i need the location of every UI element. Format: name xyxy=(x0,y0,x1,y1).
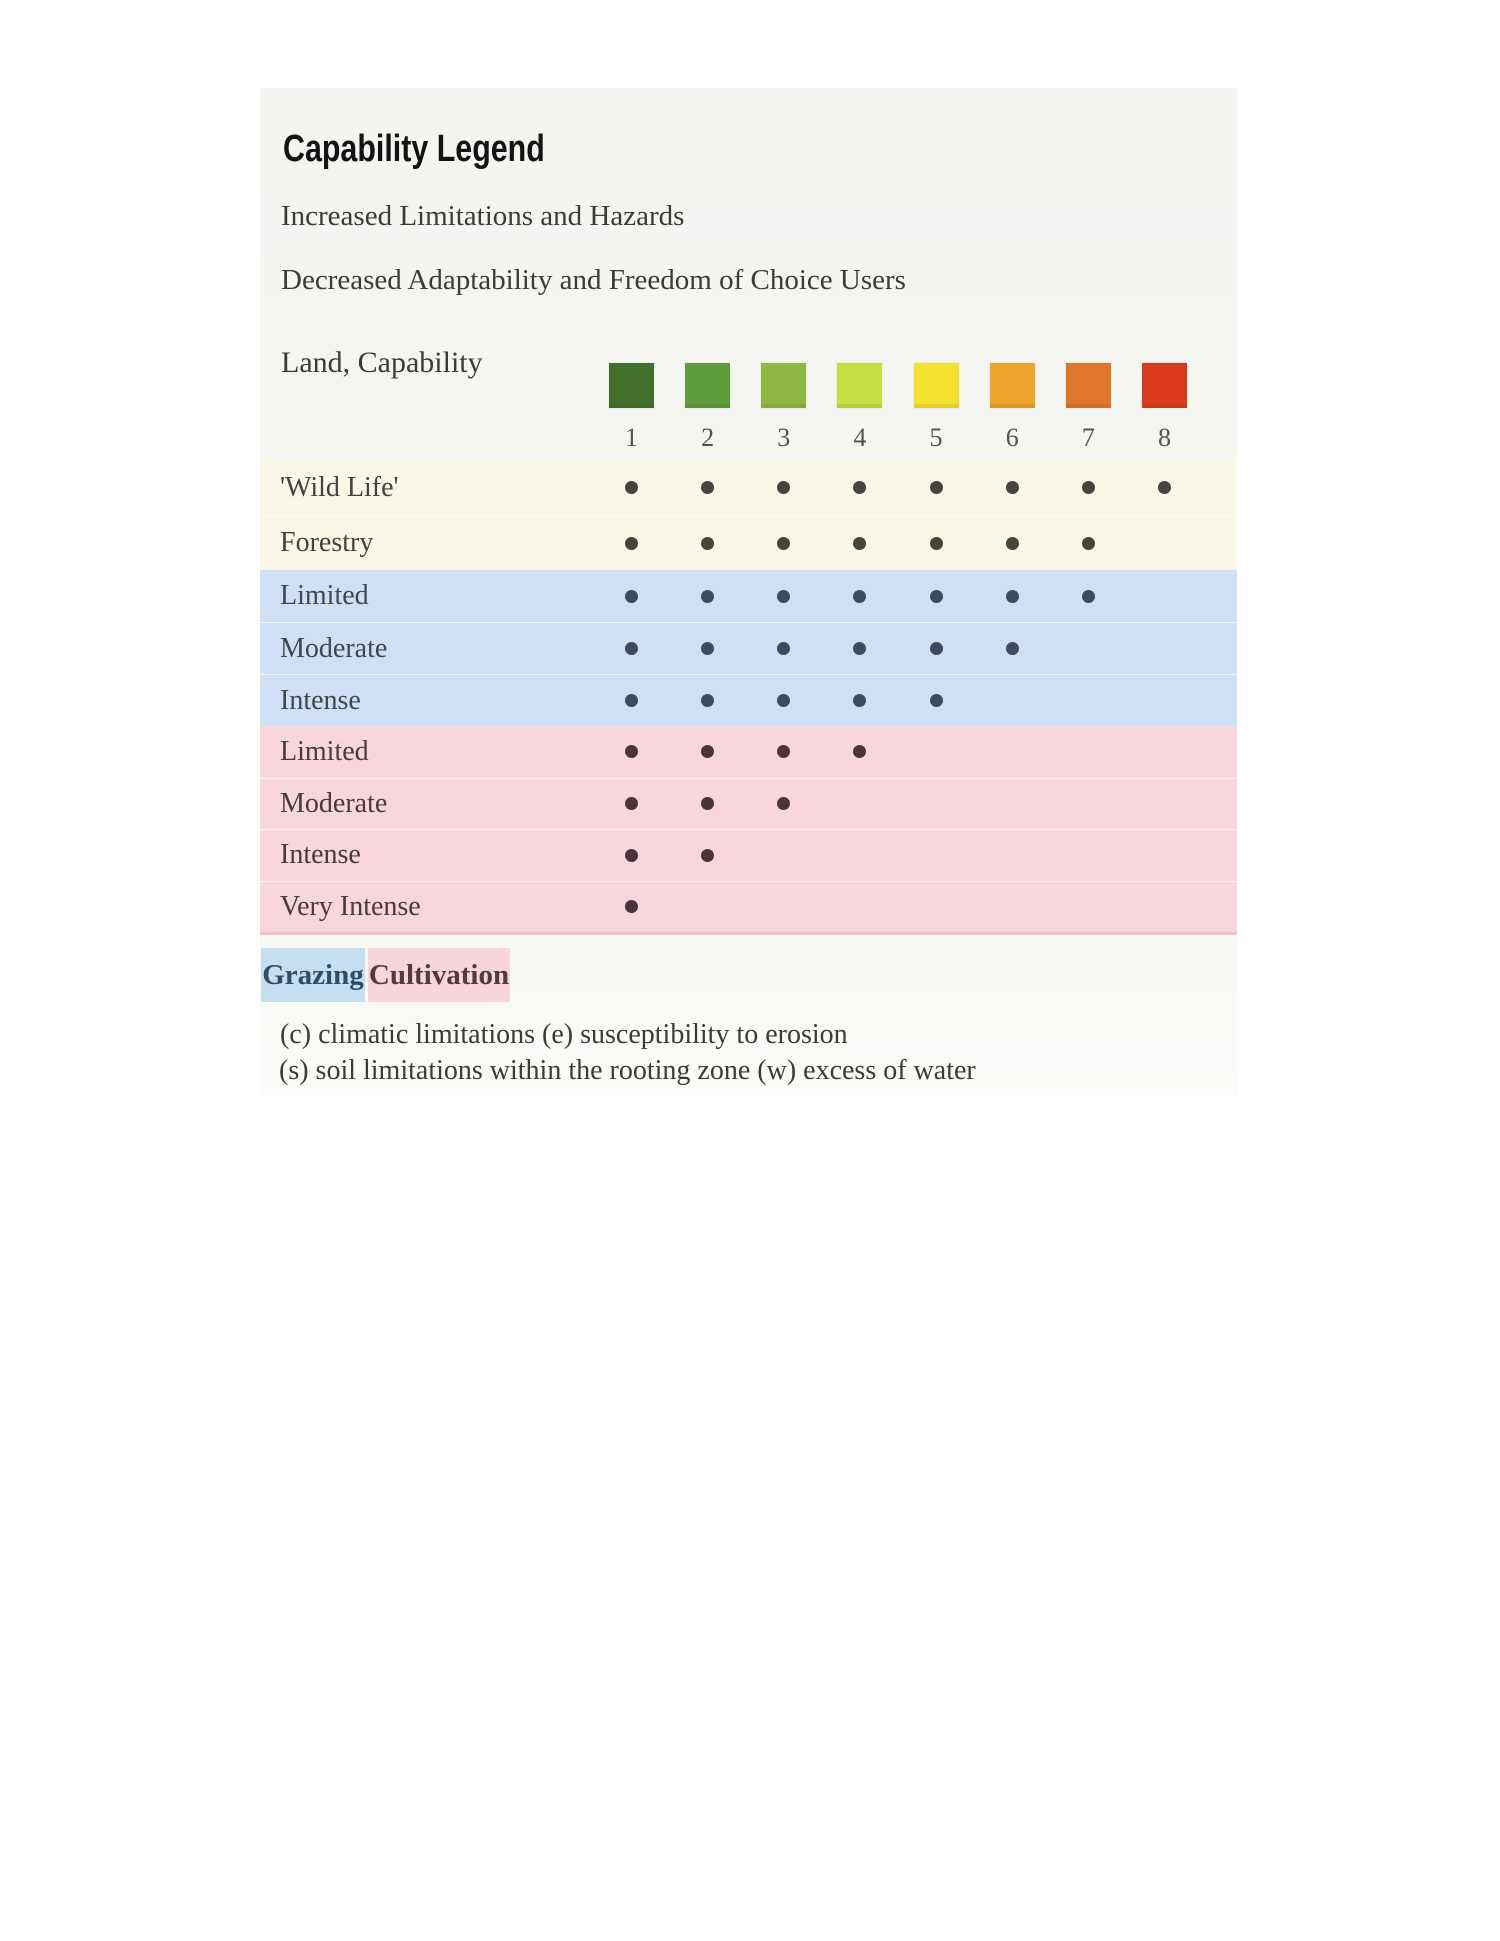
capability-class-number-6: 6 xyxy=(1005,423,1019,452)
row-label: Forestry xyxy=(280,527,374,558)
capability-dot xyxy=(777,481,790,494)
table-row xyxy=(260,460,1237,515)
capability-dot xyxy=(777,590,790,603)
capability-dot xyxy=(1082,537,1095,550)
footnote-climatic-erosion: (c) climatic limitations (e) susceptibility to erosion xyxy=(280,1019,848,1050)
capability-dot xyxy=(701,642,714,655)
capability-dot xyxy=(853,745,866,758)
capability-class-swatch-7 xyxy=(1066,363,1111,408)
capability-dot xyxy=(777,642,790,655)
table-row xyxy=(260,726,1237,778)
table-row xyxy=(260,622,1237,674)
row-label: Moderate xyxy=(280,787,388,819)
band-cultivation xyxy=(260,726,1237,935)
capability-dot xyxy=(1082,590,1095,603)
capability-dot xyxy=(853,481,866,494)
capability-dot xyxy=(625,900,638,913)
capability-dot xyxy=(625,694,638,707)
capability-class-swatch-5 xyxy=(914,363,959,408)
row-label: 'Wild Life' xyxy=(280,471,399,503)
grazing-key-chip: Grazing xyxy=(261,948,365,1002)
capability-dot xyxy=(777,745,790,758)
table-row xyxy=(260,570,1237,622)
capability-dot xyxy=(1158,481,1171,494)
capability-dot xyxy=(625,849,638,862)
row-label: Very Intense xyxy=(280,890,421,922)
capability-class-swatch-4 xyxy=(837,363,882,408)
capability-dot xyxy=(701,694,714,707)
capability-dot xyxy=(777,694,790,707)
subtitle-decreased-adaptability: Decreased Adaptability and Freedom of Choice Users xyxy=(281,264,906,296)
band-grazing xyxy=(260,570,1237,726)
subtitle-increased-limitations: Increased Limitations and Hazards xyxy=(281,200,685,232)
capability-dot xyxy=(1006,590,1019,603)
capability-dot xyxy=(1006,642,1019,655)
capability-class-swatch-8 xyxy=(1142,363,1187,408)
row-label: Limited xyxy=(280,580,369,611)
capability-class-number-8: 8 xyxy=(1157,423,1171,452)
row-label: Intense xyxy=(280,684,361,716)
capability-dot xyxy=(930,694,943,707)
table-row xyxy=(260,515,1237,570)
capability-dot xyxy=(701,481,714,494)
capability-dot xyxy=(930,537,943,550)
panel-title: Capability Legend xyxy=(283,128,545,170)
capability-dot xyxy=(1006,481,1019,494)
capability-dot xyxy=(930,590,943,603)
capability-dot xyxy=(625,797,638,810)
band-general xyxy=(260,460,1237,570)
capability-dot xyxy=(625,481,638,494)
capability-dot xyxy=(853,642,866,655)
capability-dot xyxy=(853,590,866,603)
capability-dot xyxy=(853,537,866,550)
table-row xyxy=(260,778,1237,830)
capability-dot xyxy=(777,797,790,810)
footnote-soil-water: (s) soil limitations within the rooting zone (w) excess of water xyxy=(279,1055,976,1086)
table-row xyxy=(260,881,1237,933)
capability-dot xyxy=(701,745,714,758)
capability-dot xyxy=(930,481,943,494)
table-row xyxy=(260,829,1237,881)
capability-dot xyxy=(1006,537,1019,550)
capability-class-number-1: 1 xyxy=(625,423,638,452)
capability-class-number-5: 5 xyxy=(929,423,943,452)
capability-dot xyxy=(701,797,714,810)
capability-dot xyxy=(625,590,638,603)
capability-dot xyxy=(853,694,866,707)
capability-class-swatch-3 xyxy=(761,363,806,408)
capability-class-swatch-6 xyxy=(990,363,1035,408)
capability-dot xyxy=(777,537,790,550)
capability-dot xyxy=(625,642,638,655)
row-label: Moderate xyxy=(280,632,388,664)
capability-class-number-3: 3 xyxy=(777,423,791,452)
capability-class-number-4: 4 xyxy=(853,423,867,452)
cultivation-key-chip: Cultivation xyxy=(368,948,510,1002)
capability-class-number-7: 7 xyxy=(1081,423,1095,452)
capability-dot xyxy=(1082,481,1095,494)
capability-class-number-2: 2 xyxy=(701,423,715,452)
row-label: Limited xyxy=(280,735,369,767)
capability-dot xyxy=(625,745,638,758)
capability-legend-panel xyxy=(260,88,1237,1096)
row-label: Intense xyxy=(280,839,361,871)
capability-dot xyxy=(701,537,714,550)
capability-class-swatch-1 xyxy=(609,363,654,408)
capability-dot xyxy=(701,849,714,862)
capability-class-swatch-2 xyxy=(685,363,730,408)
table-row xyxy=(260,674,1237,726)
capability-dot xyxy=(701,590,714,603)
capability-dot xyxy=(625,537,638,550)
axis-label-land-capability: Land, Capability xyxy=(281,346,483,379)
capability-dot xyxy=(930,642,943,655)
